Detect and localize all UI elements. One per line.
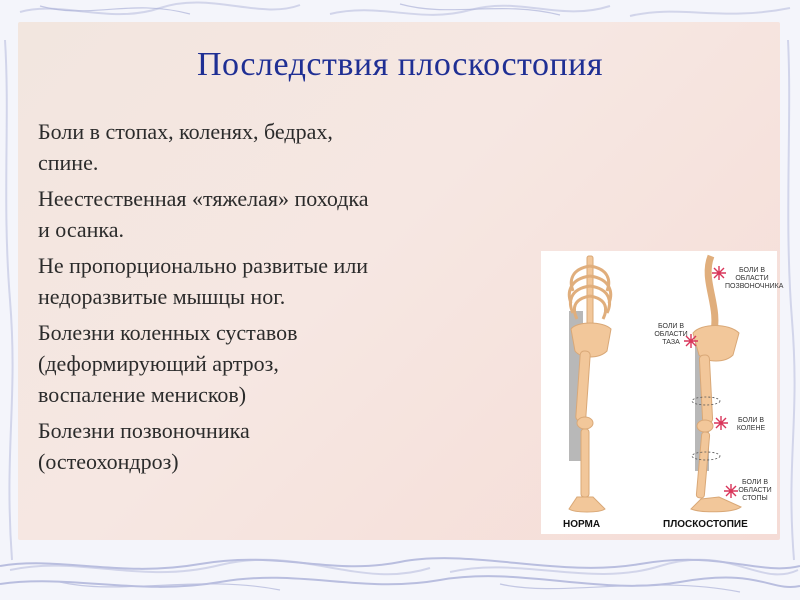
label-flatfoot: ПЛОСКОСТОПИЕ (663, 519, 748, 530)
bullet-line: воспаление менисков) (38, 382, 247, 407)
flatfoot-skeleton (691, 256, 741, 512)
bullet-item (38, 116, 538, 178)
annotation-line: ОБЛАСТИ (654, 331, 688, 338)
annotation-line: БОЛИ В ОБЛАСТИ (735, 267, 769, 282)
annotation-line: КОЛЕНЕ (736, 425, 766, 432)
annotation-line: БОЛИ В (657, 323, 685, 330)
bullet-line: (деформирующий артроз, (38, 351, 279, 376)
annotation-line: ТАЗА (662, 339, 680, 346)
bullet-list (38, 116, 538, 482)
bullet-line: и осанка. (38, 217, 125, 242)
bullet-item (38, 250, 538, 312)
annotation-line: ОБЛАСТИ (738, 487, 772, 494)
bullet-line: (остеохондроз) (38, 449, 179, 474)
annotation-pelvis (651, 323, 691, 347)
bullet-item (38, 415, 538, 477)
bullet-line: недоразвитые мышцы ног. (38, 284, 286, 309)
bullet-line: Боли в стопах, коленях, бедрах, (38, 119, 333, 144)
annotation-line: ПОЗВОНОЧНИКА (725, 283, 784, 290)
bullet-line: Болезни коленных суставов (38, 320, 298, 345)
bullet-line: Неестественная «тяжелая» походка (38, 186, 369, 211)
annotation-foot (735, 479, 775, 503)
label-normal: НОРМА (563, 519, 601, 530)
bullet-item (38, 183, 538, 245)
normal-skeleton (569, 256, 611, 512)
slide-title: Последствия плоскостопия (196, 46, 603, 83)
bullet-line: спине. (38, 150, 99, 175)
annotation-line: СТОПЫ (742, 495, 768, 502)
bullet-item (38, 317, 538, 410)
bullet-line: Не пропорционально развитые или (38, 253, 369, 278)
annotation-line: БОЛИ В (741, 479, 769, 486)
annotation-spine (725, 267, 784, 291)
skeleton-figure (541, 251, 784, 534)
annotation-knee (731, 417, 771, 433)
bullet-line: Болезни позвоночника (38, 418, 250, 443)
bottom-decoration (0, 556, 800, 600)
annotation-line: БОЛИ В (737, 417, 765, 424)
